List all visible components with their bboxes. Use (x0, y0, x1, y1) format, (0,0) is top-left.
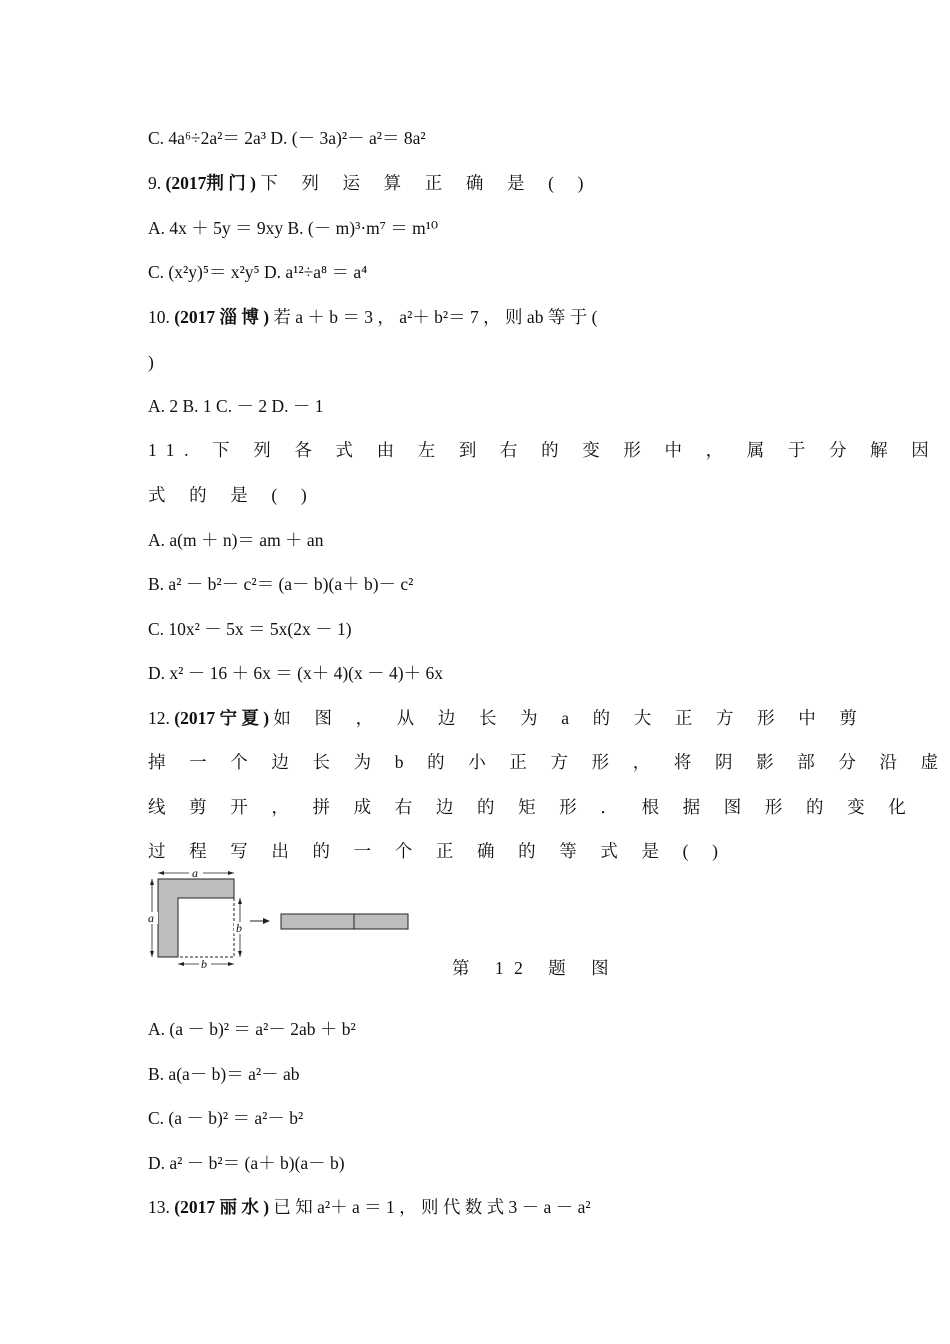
question-10 (148, 305, 597, 329)
label-b-bottom: b (201, 957, 207, 971)
question-stem: 下 列 运 算 正 确 是 ( ) (260, 173, 594, 193)
question-12-continuation: 过 程 写 出 的 一 个 正 确 的 等 式 是 ( ) (148, 841, 728, 861)
question-number: 12. (148, 708, 170, 728)
option-line-9cd: C. (x²y)⁵＝ x²y⁵ D. a¹²÷a⁸ ＝ a⁴ (148, 262, 368, 282)
question-source: (2017荆 门 ) (165, 173, 256, 193)
option-11c: C. 10x² － 5x ＝ 5x(2x － 1) (148, 619, 352, 639)
option-11a: A. a(m ＋ n)＝ am ＋ an (148, 530, 324, 550)
question-9 (148, 171, 593, 195)
question-number: 10. (148, 307, 170, 327)
option-line-10: A. 2 B. 1 C. － 2 D. － 1 (148, 396, 324, 416)
label-a-top: a (192, 866, 198, 880)
question-number: 9. (148, 173, 162, 193)
question-11: 11. 下 列 各 式 由 左 到 右 的 变 形 中 ， 属 于 分 解 因 (148, 440, 939, 460)
option-line-8cd: C. 4a⁶÷2a²＝ 2a³ D. (－ 3a)²－ a²＝ 8a² (148, 128, 426, 148)
result-rectangle-right (354, 914, 408, 929)
result-rectangle-left (281, 914, 354, 929)
question-13 (148, 1195, 591, 1219)
option-12a: A. (a － b)² ＝ a²－ 2ab ＋ b² (148, 1019, 356, 1039)
question-source: (2017 淄 博 ) (174, 307, 270, 327)
question-12 (148, 706, 867, 730)
question-stem: 若 a ＋ b ＝ 3 ， a²＋ b²＝ 7 ， 则 ab 等 于 ( (273, 307, 598, 327)
question-12-continuation: 掉 一 个 边 长 为 b 的 小 正 方 形 ， 将 阴 影 部 分 沿 虚 (148, 752, 948, 772)
option-11d: D. x² － 16 ＋ 6x ＝ (x＋ 4)(x － 4)＋ 6x (148, 663, 443, 683)
option-12d: D. a² － b²＝ (a＋ b)(a－ b) (148, 1153, 345, 1173)
question-stem: 已 知 a²＋ a ＝ 1 ， 则 代 数 式 3 － a － a² (273, 1197, 591, 1217)
question-10-continuation: ) (148, 352, 154, 372)
option-11b: B. a² － b²－ c²＝ (a－ b)(a＋ b)－ c² (148, 574, 414, 594)
shaded-l-region (158, 879, 234, 957)
question-source: (2017 宁 夏 ) (174, 708, 270, 728)
question-source: (2017 丽 水 ) (174, 1197, 270, 1217)
option-12c: C. (a － b)² ＝ a²－ b² (148, 1108, 304, 1128)
label-b-right: b (236, 921, 242, 935)
question-11-continuation: 式 的 是 ( ) (148, 485, 317, 505)
figure-caption: 第 12 题 图 (452, 958, 620, 978)
option-12b: B. a(a－ b)＝ a²－ ab (148, 1064, 300, 1084)
question-stem: 如 图 ， 从 边 长 为 a 的 大 正 方 形 中 剪 (273, 708, 867, 728)
question-12-figure (142, 866, 422, 976)
question-number: 13. (148, 1197, 170, 1217)
question-12-continuation: 线 剪 开 ， 拼 成 右 边 的 矩 形 ． 根 据 图 形 的 变 化 (148, 797, 916, 817)
label-a-left: a (148, 911, 154, 925)
cut-square-outline (178, 898, 234, 957)
option-line-9ab: A. 4x ＋ 5y ＝ 9xy B. (－ m)³·m⁷ ＝ m¹⁰ (148, 218, 438, 238)
